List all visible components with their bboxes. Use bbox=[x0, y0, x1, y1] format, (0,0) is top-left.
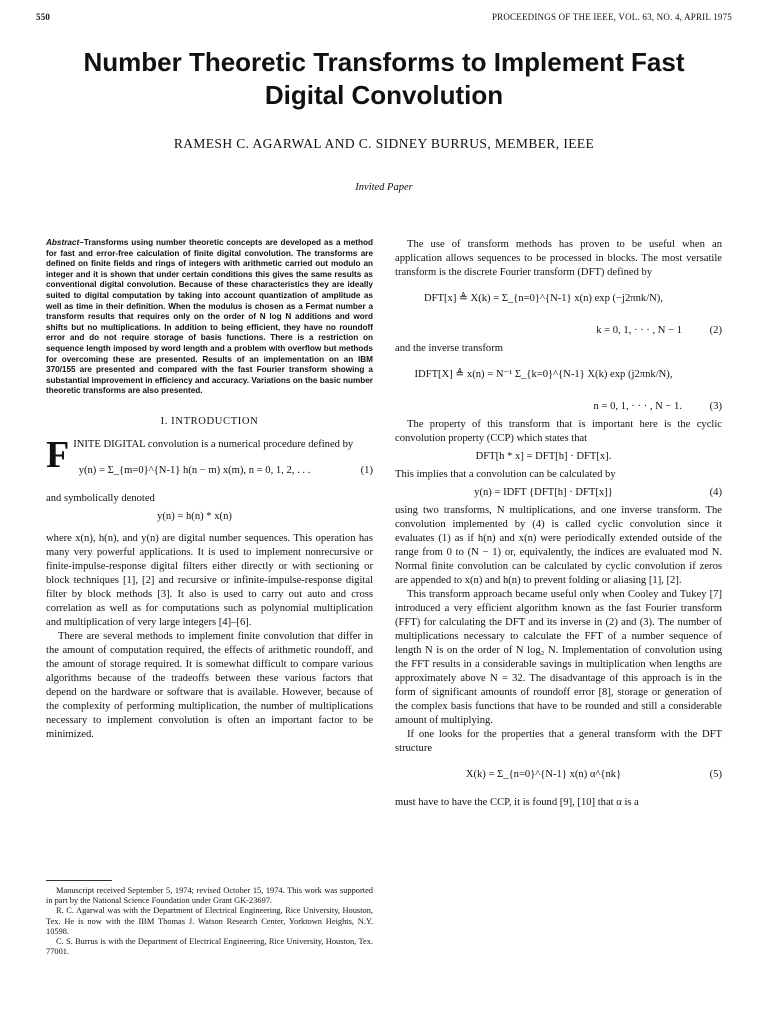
abstract-label: Abstract bbox=[46, 238, 80, 247]
equation-4-expr: y(n) = IDFT {DFT[h] · DFT[x]} bbox=[474, 487, 613, 498]
intro-paragraph-2: where x(n), h(n), and y(n) are digital number sequences. This operation has many very powerful applications. It is used to implement nonrecursive or finite-impulse-response digital filters either directly or with sectioning or block techniques [1], [2] and recursive or infinite-impulse-response digital filter by block methods [3]. It also is used to carry out auto and cross correlation as well as for computations such as polynomial multiplication and multiplication of very large integers [4]–[6]. bbox=[46, 532, 373, 628]
equation-5-expr: X(k) = Σ_{n=0}^{N-1} x(n) α^{nk} bbox=[465, 769, 622, 780]
equation-3-expr: IDFT[X] ≜ x(n) = N⁻¹ Σ_{k=0}^{N-1} X(k) exp (j2πnk/N), bbox=[414, 369, 673, 380]
invited-paper-label: Invited Paper bbox=[355, 182, 413, 193]
equation-3 bbox=[395, 356, 722, 396]
equation-2-expr: DFT[x] ≜ X(k) = Σ_{n=0}^{N-1} x(n) exp (−j2πnk/N), bbox=[424, 293, 663, 304]
equation-5-number: (5) bbox=[709, 769, 722, 780]
abstract-text: –Transforms using number theoretic concepts are developed as a method for fast and error-free calculation of finite digital convolution. The transforms are defined on finite fields and rings of integers with arithmetic carried out modulo an integer and it is shown that under certain conditions this gives the same results as conventional digital convolution. Because of these characteristics they are ideally suited to digital computation by taking into account quantization of amplitude as well as time in their definition. When the modulus is chosen as a Fermat number a transform results that requires only on the order of N log N additions and word shifts but no multiplications. In addition to being efficient, they have no roundoff error and do not require storage of basis functions. There is a restriction on sequence length imposed by word length and a problem with overflow but methods for overcoming these are presented. Results of an implementation on an IBM 370/155 are presented and compared with the fast Fourier transform showing a substantial improvement in efficiency and accuracy. Variations on the basic number theoretic transforms are also presented. bbox=[46, 238, 373, 396]
right-paragraph-1: The use of transform methods has proven to be useful when an application allows sequences to be processed in blocks. The most versatile transform is the discrete Fourier transform (DFT) defined by bbox=[395, 239, 722, 278]
abstract bbox=[46, 238, 373, 397]
footnote-3: C. S. Burrus is with the Department of Electrical Engineering, Rice University, Houston, Tex. 77001. bbox=[46, 937, 373, 957]
equation-2-range-row: k = 0, 1, · · · , N − 1 (2) bbox=[596, 325, 722, 336]
equation-4 bbox=[395, 482, 722, 504]
equation-3-number: (3) bbox=[709, 401, 722, 412]
equation-1-expr: y(n) = Σ_{m=0}^{N-1} h(n − m) x(m), n = 0, 1, 2, . . . bbox=[78, 464, 311, 476]
title-line-2: Digital Convolution bbox=[264, 80, 504, 110]
paper-title bbox=[40, 46, 728, 112]
equation-ccp: DFT[h * x] = DFT[h] · DFT[x]. bbox=[475, 451, 612, 462]
intro-paragraph-3: There are several methods to implement finite convolution that differ in the amount of computation required, the effects of arithmetic roundoff, and the amount of storage required. It is somewhat difficult to compare various algorithms because of the tradeoffs between these various factors that depend on the hardware or software that is available. However, because of the complexity of performing multiplication, the number of multiplications necessary to implement convolution is often an important factor to be minimized. bbox=[46, 630, 373, 740]
section-heading-introduction: I. INTRODUCTION bbox=[160, 415, 259, 427]
equation-2-number: (2) bbox=[709, 325, 722, 336]
page-number: 550 bbox=[36, 12, 51, 22]
title-line-1: Number Theoretic Transforms to Implement Fast bbox=[83, 47, 685, 77]
right-paragraph-3: This implies that a convolution can be calculated by bbox=[395, 469, 616, 480]
intro-paragraph-1: FINITE DIGITAL convolution is a numerical procedure defined by bbox=[46, 433, 354, 476]
right-paragraph-6: If one looks for the properties that a general transform with the DFT structure bbox=[395, 729, 722, 754]
footnotes bbox=[46, 886, 373, 957]
equation-1-number: (1) bbox=[360, 464, 373, 476]
left-column bbox=[46, 238, 373, 742]
author-line: RAMESH C. AGARWAL AND C. SIDNEY BURRUS, MEMBER, IEEE bbox=[173, 136, 595, 151]
footnote-rule bbox=[46, 880, 112, 881]
inverse-transform-text: and the inverse transform bbox=[395, 343, 503, 354]
equation-1 bbox=[46, 452, 373, 492]
right-paragraph-5: This transform approach became useful only when Cooley and Tukey [7] introduced a very efficient algorithm known as the fast Fourier transform (FFT) for calculating the DFT and its inverse in (2) and (3). The number of multiplications necessary to calculate the FFT of a number sequence of length N is on the order of N log₂ N. Implementation of convolution using the FFT results in a considerable savings in multiplication when lengths are approximately above N = 32. The disadvantage of this approach is in the form of significant amounts of roundoff error [8], storage or generation of the complex basis functions that have to be rounded and still a considerable amount of multiplying. bbox=[395, 589, 722, 726]
right-column bbox=[395, 238, 722, 810]
equation-symbolic: y(n) = h(n) * x(n) bbox=[157, 510, 232, 522]
right-paragraph-4: using two transforms, N multiplications, and one inverse transform. The convolution implemented by (4) is called cyclic convolution since it evaluates (1) as if h(n) and x(n) were periodically extended outside of the range from 0 to (N − 1) or, equivalently, the indices are evaluated mod N. Normal finite convolution can be calculated by cyclic convolution if zeros are appended to x(n) and h(n) to prevent folding or aliasing [1], [2]. bbox=[395, 505, 722, 586]
footnote-2: R. C. Agarwal was with the Department of Electrical Engineering, Rice University, Houston, Tex. He is now with the IBM Thomas J. Watson Research Center, Yorktown Heights, N.Y. 10598. bbox=[46, 906, 373, 936]
equation-5 bbox=[395, 756, 722, 796]
right-paragraph-7: must have to have the CCP, it is found [9], [10] that α is a bbox=[395, 797, 639, 808]
running-header bbox=[36, 12, 732, 26]
equation-4-number: (4) bbox=[709, 487, 722, 498]
equation-2 bbox=[395, 280, 722, 320]
footnote-1: Manuscript received September 5, 1974; revised October 15, 1974. This work was supported in part by the National Science Foundation under Grant GK-23697. bbox=[46, 886, 373, 906]
right-paragraph-2: The property of this transform that is important here is the cyclic convolution property (CCP) which states that bbox=[395, 419, 722, 444]
equation-3-range-row: n = 0, 1, · · · , N − 1. (3) bbox=[593, 401, 722, 412]
journal-citation: PROCEEDINGS OF THE IEEE, VOL. 63, NO. 4, APRIL 1975 bbox=[491, 12, 732, 22]
drop-cap: F bbox=[46, 433, 70, 476]
symbolic-text: and symbolically denoted bbox=[46, 492, 155, 504]
